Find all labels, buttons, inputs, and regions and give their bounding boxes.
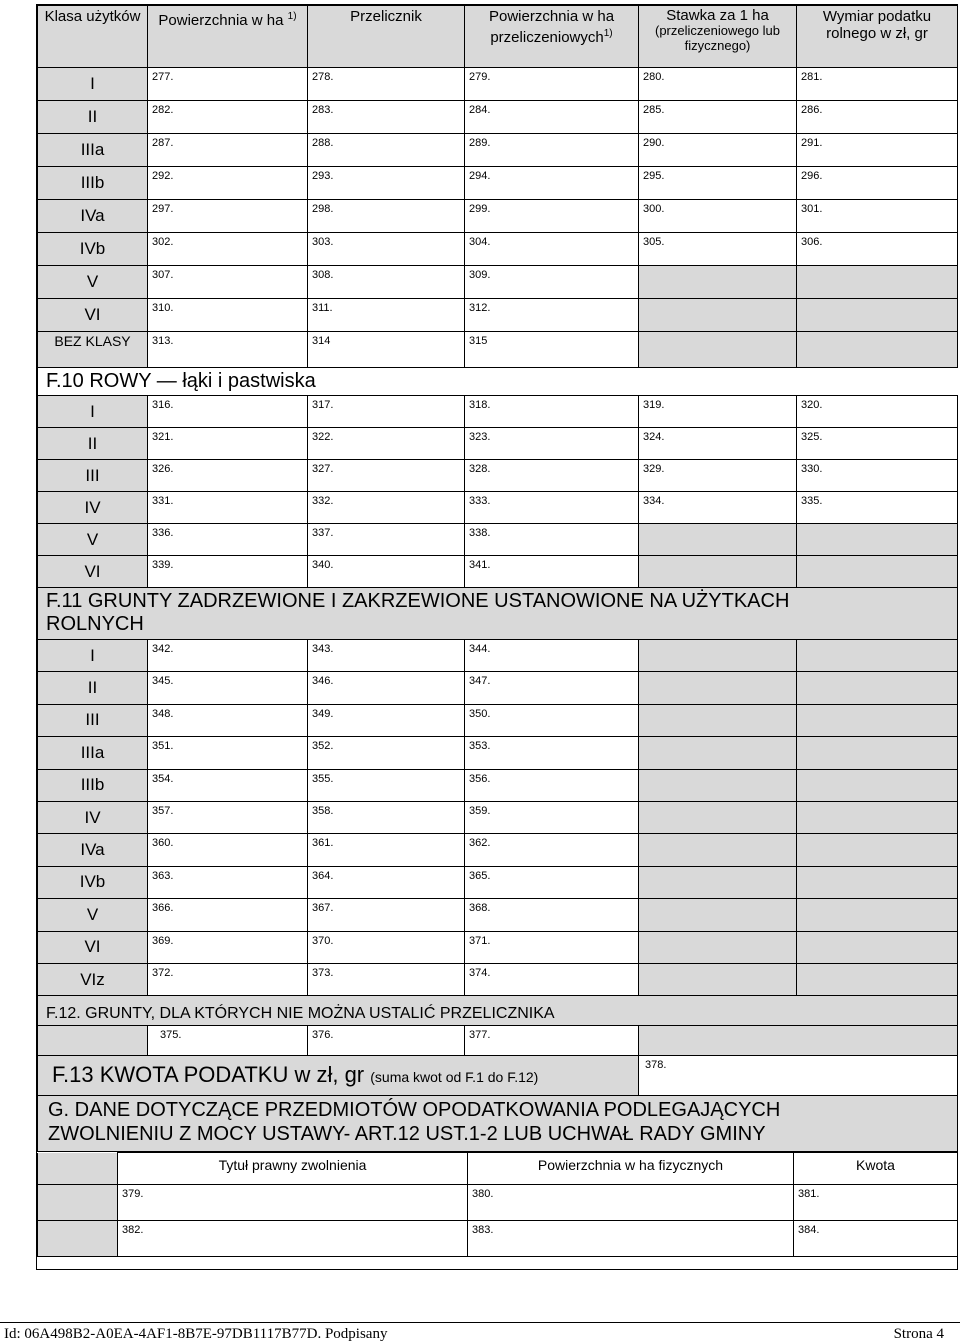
table-row [38,266,958,299]
table-row [38,101,958,134]
field-294[interactable]: 294. [465,167,639,200]
blank-cell [639,1026,958,1056]
field-382[interactable]: 382. [118,1221,468,1257]
field-335[interactable]: 335. [797,492,958,524]
header-rate: Stawka za 1 ha (przeliczeniowego lub fizycznego) [639,6,797,68]
disabled-cell [639,640,797,672]
disabled-cell [797,866,958,898]
class-cell: IV [38,801,148,833]
field-349[interactable]: 349. [308,704,465,736]
field-364[interactable]: 364. [308,866,465,898]
field-375[interactable]: 375. [148,1026,308,1056]
disabled-cell [797,801,958,833]
field-360[interactable]: 360. [148,834,308,866]
class-cell: V [38,524,148,556]
field-296[interactable]: 296. [797,167,958,200]
disabled-cell [797,704,958,736]
field-344[interactable]: 344. [465,640,639,672]
field-373[interactable]: 373. [308,963,465,995]
blank-cell [38,1153,118,1185]
class-cell: VI [38,931,148,963]
disabled-cell [797,524,958,556]
field-338[interactable]: 338. [465,524,639,556]
disabled-cell [639,266,797,299]
field-324[interactable]: 324. [639,428,797,460]
field-297[interactable]: 297. [148,200,308,233]
class-cell: IIIb [38,769,148,801]
field-333[interactable]: 333. [465,492,639,524]
field-288[interactable]: 288. [308,134,465,167]
field-320[interactable]: 320. [797,396,958,428]
field-305[interactable]: 305. [639,233,797,266]
class-cell: IVa [38,200,148,233]
field-325[interactable]: 325. [797,428,958,460]
g-title: G. DANE DOTYCZĄCE PRZEDMIOTÓW OPODATKOWANIA PODLEGAJĄCYCH ZWOLNIENIU Z MOCY USTAWY- ART.12 UST.1-2 LUB UCHWAŁ RADY GMINY [38,1096,958,1152]
field-355[interactable]: 355. [308,769,465,801]
table-row [38,737,958,769]
field-319[interactable]: 319. [639,396,797,428]
field-311[interactable]: 311. [308,299,465,332]
field-298[interactable]: 298. [308,200,465,233]
table-row [38,524,958,556]
field-330[interactable]: 330. [797,460,958,492]
field-281[interactable]: 281. [797,68,958,101]
table-row [38,704,958,736]
class-cell: III [38,704,148,736]
disabled-cell [639,834,797,866]
f11-header [38,588,958,640]
blank-cell [38,1221,118,1257]
table-row [38,769,958,801]
g-row [38,1185,958,1221]
class-cell: II [38,101,148,134]
disabled-cell [797,769,958,801]
field-295[interactable]: 295. [639,167,797,200]
field-372[interactable]: 372. [148,963,308,995]
blank-cell [38,1026,148,1056]
f12-row [38,1026,958,1056]
field-374[interactable]: 374. [465,963,639,995]
field-321[interactable]: 321. [148,428,308,460]
blank-cell [38,1185,118,1221]
disabled-cell [797,299,958,332]
field-318[interactable]: 318. [465,396,639,428]
field-347[interactable]: 347. [465,672,639,704]
disabled-cell [639,963,797,995]
field-290[interactable]: 290. [639,134,797,167]
table-row [38,834,958,866]
class-cell: IVa [38,834,148,866]
disabled-cell [639,524,797,556]
field-304[interactable]: 304. [465,233,639,266]
field-341[interactable]: 341. [465,556,639,588]
class-cell: V [38,266,148,299]
field-329[interactable]: 329. [639,460,797,492]
field-306[interactable]: 306. [797,233,958,266]
g-table [37,1152,958,1257]
page-footer [0,1322,960,1344]
field-328[interactable]: 328. [465,460,639,492]
field-351[interactable]: 351. [148,737,308,769]
disabled-cell [639,332,797,368]
field-378[interactable]: 378. [639,1056,958,1096]
field-363[interactable]: 363. [148,866,308,898]
field-345[interactable]: 345. [148,672,308,704]
class-cell: I [38,396,148,428]
class-cell: IV [38,492,148,524]
field-350[interactable]: 350. [465,704,639,736]
table-row [38,68,958,101]
class-cell: VI [38,299,148,332]
field-356[interactable]: 356. [465,769,639,801]
field-308[interactable]: 308. [308,266,465,299]
field-307[interactable]: 307. [148,266,308,299]
field-326[interactable]: 326. [148,460,308,492]
disabled-cell [639,801,797,833]
disabled-cell [639,704,797,736]
field-368[interactable]: 368. [465,899,639,931]
class-cell: I [38,640,148,672]
field-384[interactable]: 384. [794,1221,958,1257]
field-365[interactable]: 365. [465,866,639,898]
field-352[interactable]: 352. [308,737,465,769]
disabled-cell [797,737,958,769]
class-cell: I [38,68,148,101]
class-cell: III [38,460,148,492]
table-row [38,460,958,492]
field-284[interactable]: 284. [465,101,639,134]
document-id: Id: 06A498B2-A0EA-4AF1-8B7E-97DB1117B77D. Podpisany [4,1326,388,1342]
class-cell: IIIa [38,134,148,167]
table-row [38,233,958,266]
field-369[interactable]: 369. [148,931,308,963]
disabled-cell [797,556,958,588]
field-362[interactable]: 362. [465,834,639,866]
field-343[interactable]: 343. [308,640,465,672]
field-337[interactable]: 337. [308,524,465,556]
header-row [38,6,958,68]
class-cell: VI [38,556,148,588]
disabled-cell [797,899,958,931]
table-row [38,556,958,588]
field-334[interactable]: 334. [639,492,797,524]
disabled-cell [639,931,797,963]
disabled-cell [797,266,958,299]
field-300[interactable]: 300. [639,200,797,233]
field-336[interactable]: 336. [148,524,308,556]
page-number: Strona 4 [893,1326,944,1342]
field-278[interactable]: 278. [308,68,465,101]
field-314[interactable]: 314 [308,332,465,368]
class-cell: IIIb [38,167,148,200]
field-371[interactable]: 371. [465,931,639,963]
disabled-cell [797,640,958,672]
table-row [38,801,958,833]
header-multiplier: Przelicznik [308,6,465,68]
g-row [38,1221,958,1257]
field-340[interactable]: 340. [308,556,465,588]
field-323[interactable]: 323. [465,428,639,460]
field-377[interactable]: 377. [465,1026,639,1056]
field-353[interactable]: 353. [465,737,639,769]
disabled-cell [797,931,958,963]
g-col-header [38,1153,958,1185]
field-303[interactable]: 303. [308,233,465,266]
class-cell: IVb [38,866,148,898]
field-380[interactable]: 380. [468,1185,794,1221]
field-383[interactable]: 383. [468,1221,794,1257]
header-tax: Wymiar podatku rolnego w zł, gr [797,6,958,68]
disabled-cell [797,963,958,995]
disabled-cell [797,672,958,704]
disabled-cell [797,332,958,368]
table-row [38,899,958,931]
class-cell: BEZ KLASY [38,332,148,368]
table-row [38,640,958,672]
field-309[interactable]: 309. [465,266,639,299]
field-322[interactable]: 322. [308,428,465,460]
f10-header [38,368,958,396]
field-286[interactable]: 286. [797,101,958,134]
field-366[interactable]: 366. [148,899,308,931]
field-292[interactable]: 292. [148,167,308,200]
field-342[interactable]: 342. [148,640,308,672]
field-367[interactable]: 367. [308,899,465,931]
field-348[interactable]: 348. [148,704,308,736]
field-316[interactable]: 316. [148,396,308,428]
disabled-cell [639,899,797,931]
header-area: Powierzchnia w ha $^{1)}$ [148,6,308,68]
field-282[interactable]: 282. [148,101,308,134]
field-312[interactable]: 312. [465,299,639,332]
field-359[interactable]: 359. [465,801,639,833]
field-283[interactable]: 283. [308,101,465,134]
tax-table [37,5,958,1152]
field-293[interactable]: 293. [308,167,465,200]
field-381[interactable]: 381. [794,1185,958,1221]
table-row [38,134,958,167]
field-289[interactable]: 289. [465,134,639,167]
disabled-cell [639,737,797,769]
table-row [38,963,958,995]
disabled-cell [639,672,797,704]
field-315[interactable]: 315 [465,332,639,368]
field-317[interactable]: 317. [308,396,465,428]
f10-title: F.10 ROWY — łąki i pastwiska [38,368,958,396]
disabled-cell [639,556,797,588]
disabled-cell [797,834,958,866]
g-col-title: Tytuł prawny zwolnienia [118,1153,468,1185]
field-339[interactable]: 339. [148,556,308,588]
field-358[interactable]: 358. [308,801,465,833]
field-370[interactable]: 370. [308,931,465,963]
table-row [38,299,958,332]
field-285[interactable]: 285. [639,101,797,134]
disabled-cell [639,866,797,898]
field-301[interactable]: 301. [797,200,958,233]
table-row [38,167,958,200]
table-row [38,492,958,524]
table-row [38,866,958,898]
field-376[interactable]: 376. [308,1026,465,1056]
field-346[interactable]: 346. [308,672,465,704]
f12-header [38,996,958,1026]
field-279[interactable]: 279. [465,68,639,101]
table-row [38,200,958,233]
g-col-amount: Kwota [794,1153,958,1185]
field-302[interactable]: 302. [148,233,308,266]
field-331[interactable]: 331. [148,492,308,524]
bez-klasy-row [38,332,958,368]
field-313[interactable]: 313. [148,332,308,368]
field-361[interactable]: 361. [308,834,465,866]
field-332[interactable]: 332. [308,492,465,524]
f11-title: F.11 GRUNTY ZADRZEWIONE I ZAKRZEWIONE USTANOWIONE NA UŻYTKACH ROLNYCH [38,588,958,640]
class-cell: V [38,899,148,931]
f13-row [38,1056,958,1096]
field-277[interactable]: 277. [148,68,308,101]
g-col-area: Powierzchnia w ha fizycznych [468,1153,794,1185]
field-291[interactable]: 291. [797,134,958,167]
table-row [38,428,958,460]
field-357[interactable]: 357. [148,801,308,833]
f13-title: F.13 KWOTA PODATKU w zł, gr (suma kwot od F.1 do F.12) [38,1056,639,1096]
field-287[interactable]: 287. [148,134,308,167]
f12-title: F.12. GRUNTY, DLA KTÓRYCH NIE MOŻNA USTALIĆ PRZELICZNIKA [38,996,958,1026]
table-row [38,396,958,428]
header-class: Klasa użytków [38,6,148,68]
g-header [38,1096,958,1152]
field-299[interactable]: 299. [465,200,639,233]
class-cell: IIIa [38,737,148,769]
field-280[interactable]: 280. [639,68,797,101]
disabled-cell [639,769,797,801]
class-cell: II [38,672,148,704]
field-310[interactable]: 310. [148,299,308,332]
class-cell: VIz [38,963,148,995]
class-cell: II [38,428,148,460]
header-converted-area: Powierzchnia w ha przeliczeniowych$^{1)}$ [465,6,639,68]
table-row [38,672,958,704]
field-327[interactable]: 327. [308,460,465,492]
table-row [38,931,958,963]
form-page [36,4,958,1270]
field-379[interactable]: 379. [118,1185,468,1221]
class-cell: IVb [38,233,148,266]
field-354[interactable]: 354. [148,769,308,801]
disabled-cell [639,299,797,332]
